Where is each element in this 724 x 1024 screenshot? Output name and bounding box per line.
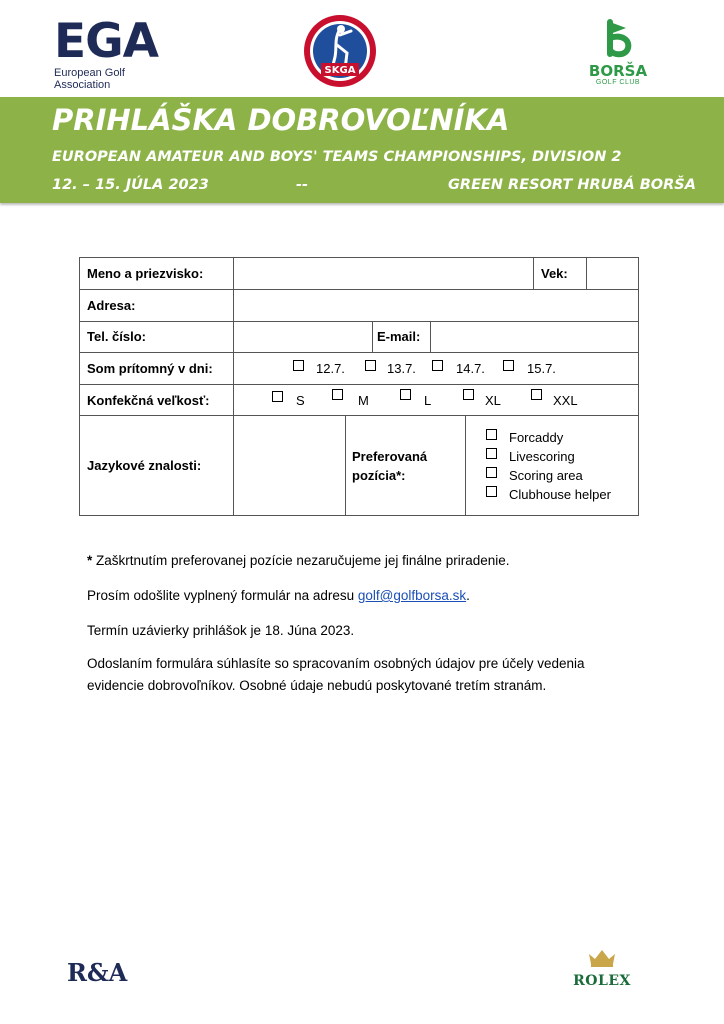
event-dates: 12. – 15. JÚLA 2023 [52, 177, 209, 193]
borsa-logo-subtitle: GOLF CLUB [595, 79, 641, 86]
size-checkbox-xl[interactable] [463, 389, 474, 400]
note-consent-line1: Odoslaním formulára súhlasíte so spracovaním osobných údajov pre účely vedenia [87, 656, 585, 671]
email-label: E-mail: [377, 329, 421, 344]
note-deadline: Termín uzávierky prihlášok je 18. Júna 2023. [87, 623, 355, 638]
languages-label: Jazykové znalosti: [87, 458, 202, 473]
note-asterisk: * [87, 553, 93, 568]
crown-icon [587, 948, 617, 968]
size-option-s: S [296, 393, 305, 408]
address-label: Adresa: [87, 298, 136, 313]
position-checkbox-livescoring[interactable] [486, 448, 497, 459]
languages-field[interactable] [235, 417, 343, 513]
size-checkbox-m[interactable] [332, 389, 343, 400]
size-option-l: L [424, 393, 432, 408]
phone-label: Tel. číslo: [87, 329, 146, 344]
borsa-logo [580, 18, 656, 88]
size-checkbox-xxl[interactable] [531, 389, 542, 400]
event-venue: GREEN RESORT HRUBÁ BORŠA [448, 177, 696, 193]
form-title: PRIHLÁŠKA DOBROVOĽNÍKA [52, 103, 510, 137]
borsa-logo-word: BORŠA [588, 62, 648, 80]
day-checkbox-2[interactable] [365, 360, 376, 371]
skga-logo-text: SKGA [324, 65, 356, 76]
skga-logo [299, 13, 381, 89]
day-option-3: 14.7. [456, 361, 485, 376]
age-field[interactable] [588, 260, 636, 288]
position-option-livescoring: Livescoring [509, 449, 575, 464]
position-option-clubhouse-helper: Clubhouse helper [509, 487, 611, 502]
position-label-line2: pozícia*: [352, 468, 406, 483]
note-preferred-position-text: Zaškrtnutím preferovanej pozície nezaručujeme jej finálne priradenie. [92, 553, 510, 568]
position-label-line1: Preferovaná [352, 449, 428, 464]
position-checkbox-scoring-area[interactable] [486, 467, 497, 478]
size-checkbox-l[interactable] [400, 389, 411, 400]
name-field[interactable] [235, 260, 531, 288]
event-name: EUROPEAN AMATEUR AND BOYS' TEAMS CHAMPIONSHIPS, DIVISION 2 [52, 149, 622, 165]
size-checkbox-s[interactable] [272, 391, 283, 402]
email-field[interactable] [432, 323, 636, 351]
size-option-m: M [358, 393, 369, 408]
address-field[interactable] [235, 292, 636, 320]
day-option-4: 15.7. [527, 361, 556, 376]
rolex-logo-word: ROLEX [573, 973, 631, 989]
day-option-1: 12.7. [316, 361, 345, 376]
age-label: Vek: [541, 266, 568, 281]
ra-logo: R&A [67, 958, 128, 987]
size-option-xl: XL [485, 393, 501, 408]
note-consent-line2: evidencie dobrovoľníkov. Osobné údaje nebudú poskytované tretím stranám. [87, 678, 547, 693]
ega-logo-subtitle: European Golf Association [54, 67, 125, 91]
note-send-form-prefix: Prosím odošlite vyplnený formulár na adresu [87, 588, 358, 603]
email-link[interactable]: golf@golfborsa.sk [357, 588, 467, 603]
note-send-form [87, 585, 470, 607]
rolex-logo [566, 948, 638, 989]
note-preferred-position [87, 550, 509, 572]
phone-field[interactable] [235, 323, 371, 351]
volunteer-form [79, 257, 639, 516]
header-banner [0, 97, 724, 203]
day-checkbox-3[interactable] [432, 360, 443, 371]
day-option-2: 13.7. [387, 361, 416, 376]
position-option-scoring-area: Scoring area [509, 468, 583, 483]
note-send-form-suffix: . [466, 588, 470, 603]
day-checkbox-4[interactable] [503, 360, 514, 371]
size-option-xxl: XXL [553, 393, 578, 408]
size-label: Konfekčná veľkosť: [87, 393, 210, 408]
name-label: Meno a priezvisko: [87, 266, 204, 281]
ega-logo-mark: EGA [54, 14, 159, 69]
ega-logo [54, 14, 178, 91]
days-label: Som prítomný v dni: [87, 361, 213, 376]
banner-separator: -- [296, 177, 309, 193]
position-checkbox-forcaddy[interactable] [486, 429, 497, 440]
position-checkbox-clubhouse-helper[interactable] [486, 486, 497, 497]
position-option-forcaddy: Forcaddy [509, 430, 564, 445]
borsa-flag-icon [598, 18, 638, 58]
day-checkbox-1[interactable] [293, 360, 304, 371]
